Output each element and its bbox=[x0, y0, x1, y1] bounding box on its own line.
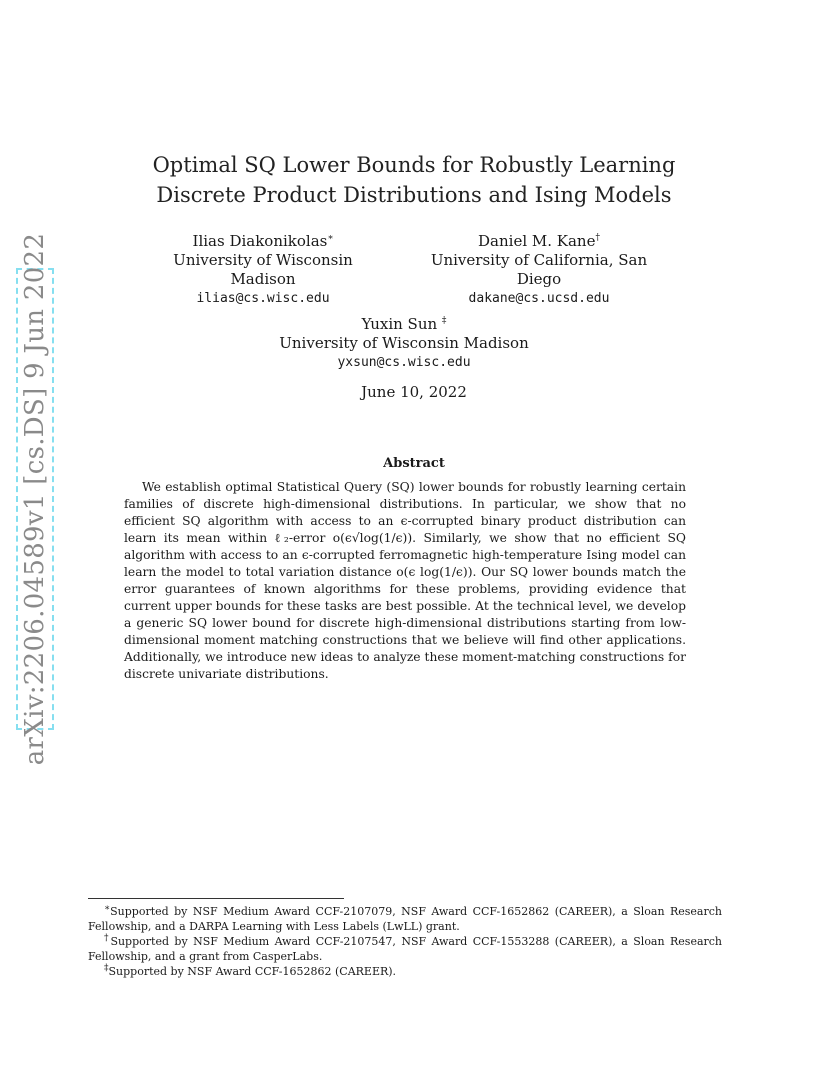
footnote-text: Supported by NSF Award CCF-1652862 (CAREER). bbox=[108, 965, 397, 978]
abstract-heading: Abstract bbox=[383, 456, 445, 471]
footnote-text: Supported by NSF Medium Award CCF-2107547, NSF Award CCF-1553288 (CAREER), a Sloan Research Fellowship, and a grant from CasperLabs. bbox=[88, 935, 723, 963]
author-name: Daniel M. Kane bbox=[478, 232, 596, 250]
title-line-1: Optimal SQ Lower Bounds for Robustly Learning bbox=[152, 153, 676, 177]
author-3 bbox=[264, 315, 544, 372]
author-2 bbox=[410, 232, 668, 308]
author-mark: † bbox=[595, 233, 600, 243]
footnote-item bbox=[88, 904, 722, 934]
arxiv-stamp bbox=[16, 232, 54, 766]
footnote-text: Supported by NSF Medium Award CCF-2107079, NSF Award CCF-1652862 (CAREER), a Sloan Research Fellowship, and a DARPA Learning with Less Labels (LwLL) grant. bbox=[88, 905, 722, 933]
footnote-mark: ‡ bbox=[104, 963, 109, 974]
footnote-mark: ∗ bbox=[104, 903, 111, 914]
author-affiliation: University of Wisconsin Madison bbox=[279, 334, 529, 352]
author-email[interactable]: dakane@cs.ucsd.edu bbox=[468, 291, 610, 306]
paper-title bbox=[0, 150, 828, 210]
arxiv-id: arXiv:2206.04589v1 [cs.DS] 9 Jun 2022 bbox=[20, 232, 50, 766]
author-email[interactable]: ilias@cs.wisc.edu bbox=[196, 291, 330, 306]
title-line-2: Discrete Product Distributions and Ising Models bbox=[156, 183, 672, 207]
author-affiliation: University of Wisconsin Madison bbox=[173, 251, 353, 288]
paper-date: June 10, 2022 bbox=[361, 383, 467, 401]
author-email[interactable]: yxsun@cs.wisc.edu bbox=[337, 355, 471, 370]
author-mark: ∗ bbox=[327, 233, 334, 243]
author-1 bbox=[148, 232, 378, 308]
footnotes bbox=[88, 904, 722, 979]
author-mark: ‡ bbox=[441, 316, 447, 326]
author-affiliation: University of California, San Diego bbox=[430, 251, 648, 288]
author-name: Ilias Diakonikolas bbox=[192, 232, 328, 250]
footnote-item bbox=[88, 934, 722, 964]
author-name: Yuxin Sun bbox=[361, 315, 442, 333]
footnote-item bbox=[88, 964, 722, 979]
abstract-text: We establish optimal Statistical Query (SQ) lower bounds for robustly learning certain families of discrete high-dimensional distributions. In particular, we show that no efficient SQ algorithm with access to an ϵ-corrupted binary product distribution can learn its mean within ℓ₂-error o(ϵ√log(1/ϵ)). Similarly, we show that no efficient SQ algorithm with access to an ϵ-corrupted ferromagnetic high-temperature Ising model can learn the model to total variation distance o(ϵ log(1/ϵ)). Our SQ lower bounds match the error guarantees of known algorithms for these problems, providing evidence that current upper bounds for these tasks are best possible. At the technical level, we develop a generic SQ lower bound for discrete high-dimensional distributions starting from low-dimensional moment matching constructions that we believe will find other applications. Additionally, we introduce new ideas to analyze these moment-matching constructions for discrete univariate distributions. bbox=[124, 480, 686, 681]
footnote-mark: † bbox=[104, 933, 111, 944]
footnote-rule bbox=[88, 898, 344, 899]
